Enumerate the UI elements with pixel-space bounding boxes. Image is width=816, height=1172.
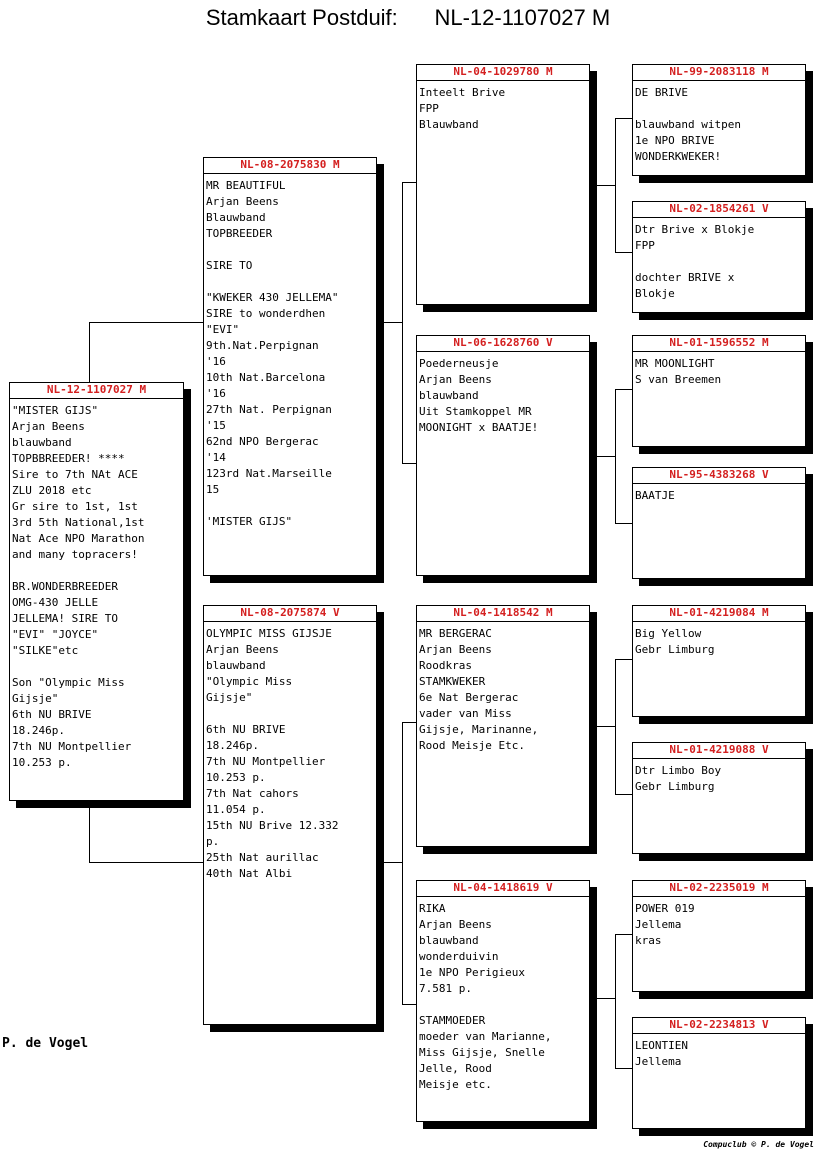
pedigree-card-great-grandparent (632, 880, 806, 992)
connector-line (615, 389, 632, 390)
pigeon-info: BAATJE (635, 489, 675, 502)
pedigree-card-sire-sire (416, 64, 590, 305)
pedigree-card-great-grandparent (632, 64, 806, 176)
ring-number: NL-01-4219088 V (669, 743, 769, 756)
divider (417, 351, 589, 352)
connector-line (402, 1004, 416, 1005)
ring-number: NL-08-2075874 V (240, 606, 340, 619)
pedigree-card-great-grandparent (632, 335, 806, 447)
ring-number: NL-02-2234813 V (669, 1018, 769, 1031)
divider (633, 896, 805, 897)
connector-line (615, 118, 616, 253)
pedigree-card-great-grandparent (632, 605, 806, 717)
pigeon-info: LEONTIEN Jellema (635, 1039, 688, 1068)
title-ring-number: NL-12-1107027 M (434, 5, 611, 30)
connector-line (402, 182, 403, 464)
divider (417, 80, 589, 81)
connector-line (615, 389, 616, 524)
connector-line (615, 1068, 632, 1069)
pedigree-card-sire (203, 157, 377, 576)
connector-line (615, 252, 632, 253)
connector-line (402, 722, 403, 1005)
pedigree-card-great-grandparent (632, 742, 806, 854)
connector-line (615, 118, 632, 119)
pigeon-info: MR MOONLIGHT S van Breemen (635, 357, 722, 386)
divider (633, 1033, 805, 1034)
pigeon-info: OLYMPIC MISS GIJSJE Arjan Beens blauwband "Olympic Miss Gijsje" 6th NU BRIVE 18.246p. 7th NU Montpellier 10.253 p. 7th Nat cahors 11.054 p. 15th NU Brive 12.332 p. 25th Nat aurillac 40th Nat Albi (206, 627, 339, 880)
pigeon-info: Poederneusje Arjan Beens blauwband Uit Stamkoppel MR MOONIGHT x BAATJE! (419, 357, 539, 434)
ring-number: NL-04-1418619 V (453, 881, 553, 894)
divider (417, 621, 589, 622)
connector-line (89, 322, 90, 383)
divider (417, 896, 589, 897)
pigeon-info: DE BRIVE blauwband witpen 1e NPO BRIVE WONDERKWEKER! (635, 86, 741, 163)
ring-number: NL-04-1029780 M (453, 65, 553, 78)
divider (10, 398, 183, 399)
pedigree-card-sire-dam (416, 335, 590, 576)
ring-number: NL-01-4219084 M (669, 606, 769, 619)
pigeon-info: Inteelt Brive FPP Blauwband (419, 86, 506, 131)
connector-line (615, 523, 632, 524)
connector-line (402, 182, 416, 183)
pigeon-info: Dtr Limbo Boy Gebr Limburg (635, 764, 722, 793)
ring-number: NL-01-1596552 M (669, 336, 769, 349)
divider (633, 351, 805, 352)
pedigree-card-great-grandparent (632, 467, 806, 579)
ring-number: NL-06-1628760 V (453, 336, 553, 349)
pigeon-info: MR BERGERAC Arjan Beens Roodkras STAMKWEKER 6e Nat Bergerac vader van Miss Gijsje, Marinanne, Rood Meisje Etc. (419, 627, 539, 752)
pigeon-info: Big Yellow Gebr Limburg (635, 627, 715, 656)
ring-number: NL-12-1107027 M (46, 383, 147, 396)
pigeon-info: RIKA Arjan Beens blauwband wonderduivin 1e NPO Perigieux 7.581 p. STAMMOEDER moeder van Marianne, Miss Gijsje, Snelle Jelle, Rood Meisje etc. (419, 902, 552, 1091)
ring-number: NL-99-2083118 M (669, 65, 769, 78)
ring-number: NL-08-2075830 M (240, 158, 340, 171)
connector-line (89, 322, 203, 323)
pedigree-card-dam-sire (416, 605, 590, 847)
connector-line (615, 794, 632, 795)
pigeon-info: Dtr Brive x Blokje FPP dochter BRIVE x Blokje (635, 223, 755, 300)
divider (633, 758, 805, 759)
ring-number: NL-02-2235019 M (669, 881, 769, 894)
page-title (0, 5, 816, 31)
connector-line (597, 726, 615, 727)
ring-number: NL-95-4383268 V (669, 468, 769, 481)
connector-line (615, 659, 616, 795)
pigeon-info: "MISTER GIJS" Arjan Beens blauwband TOPBBREEDER! **** Sire to 7th NAt ACE ZLU 2018 etc Gr sire to 1st, 1st 3rd 5th National,1st Nat Ace NPO Marathon and many topracers! BR.WONDERBREEDER OMG-430 JELLE JELLEMA! SIRE TO "EVI" "JOYCE" "SILKE"etc Son "Olympic Miss Gijsje" 6th NU BRIVE 18.246p. 7th NU Montpellier 10.253 p. (12, 404, 145, 769)
ring-number: NL-02-1854261 V (669, 202, 769, 215)
connector-line (615, 934, 632, 935)
divider (633, 217, 805, 218)
connector-line (597, 185, 615, 186)
connector-line (597, 998, 615, 999)
divider (204, 173, 376, 174)
pigeon-info: POWER 019 Jellema kras (635, 902, 695, 947)
connector-line (402, 463, 416, 464)
divider (633, 80, 805, 81)
connector-line (615, 934, 616, 1069)
pedigree-card-great-grandparent (632, 1017, 806, 1129)
connector-line (384, 322, 402, 323)
divider (204, 621, 376, 622)
pedigree-card-dam (203, 605, 377, 1025)
divider (633, 621, 805, 622)
pigeon-info: MR BEAUTIFUL Arjan Beens Blauwband TOPBREEDER SIRE TO "KWEKER 430 JELLEMA" SIRE to wonderdhen "EVI" 9th.Nat.Perpignan '16 10th Nat.Barcelona '16 27th Nat. Perpignan '15 62nd NPO Bergerac '14 123rd Nat.Marseille 15 'MISTER GIJS" (206, 179, 339, 528)
pedigree-card-subject (9, 382, 184, 801)
connector-line (402, 722, 416, 723)
connector-line (597, 456, 615, 457)
pedigree-card-dam-dam (416, 880, 590, 1122)
title-label: Stamkaart Postduif: (205, 5, 398, 30)
connector-line (615, 659, 632, 660)
credit-text: Compuclub © P. de Vogel (703, 1140, 814, 1149)
owner-name: P. de Vogel (2, 1036, 89, 1051)
ring-number: NL-04-1418542 M (453, 606, 553, 619)
divider (633, 483, 805, 484)
pedigree-card-great-grandparent (632, 201, 806, 313)
connector-line (384, 862, 402, 863)
connector-line (89, 862, 203, 863)
connector-line (89, 808, 90, 863)
